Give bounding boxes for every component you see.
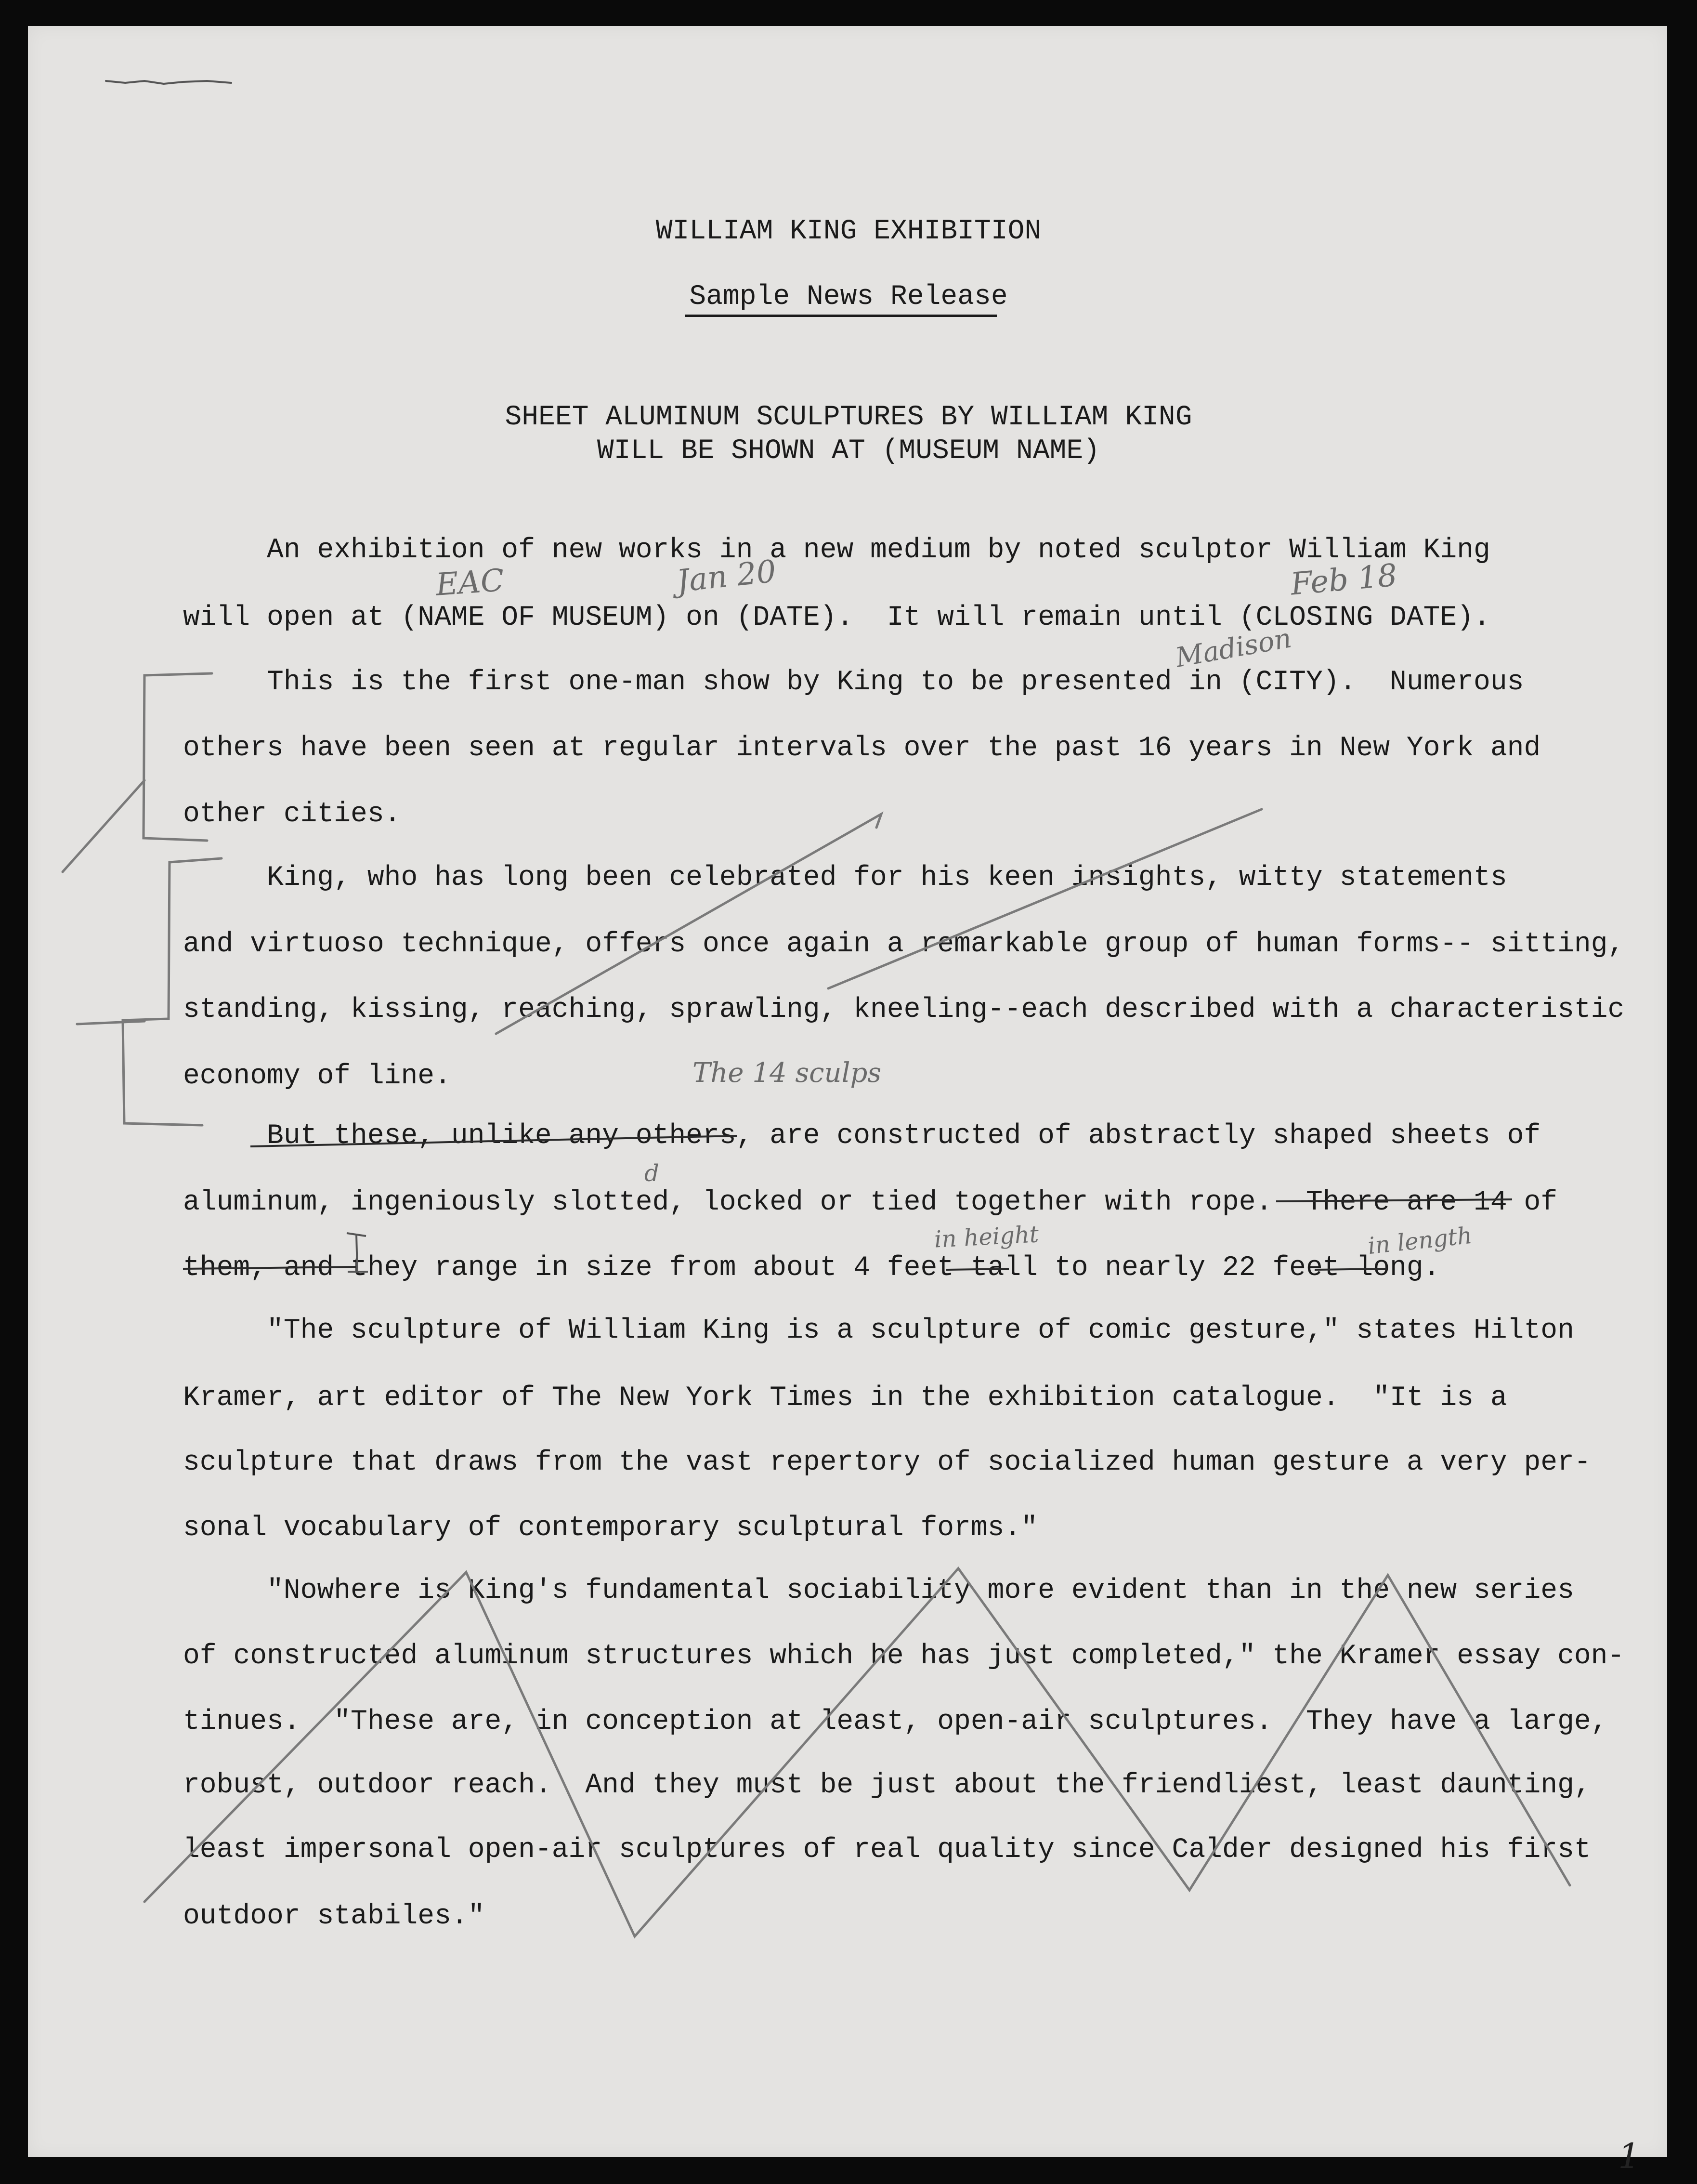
page-number: 1: [1618, 2136, 1640, 2176]
handwritten-height: in height: [933, 1221, 1040, 1253]
body-line: others have been seen at regular intervals over the past 16 years in New York and: [183, 733, 1541, 764]
body-line: This is the first one-man show by King to be presented in (CITY). Numerous: [183, 667, 1524, 698]
handwritten-length: in length: [1366, 1222, 1474, 1260]
handwritten-museum: EAC: [434, 563, 506, 603]
body-line: "Nowhere is King's fundamental sociability more evident than in the new series: [183, 1575, 1574, 1606]
handwritten-city: Madison: [1173, 622, 1294, 674]
body-line: An exhibition of new works in a new medium by noted sculptor William King: [183, 535, 1490, 566]
body-line: But these, unlike any others, are constructed of abstractly shaped sheets of: [183, 1120, 1541, 1152]
body-line: least impersonal open-air sculptures of real quality since Calder designed his first: [183, 1834, 1591, 1866]
body-line: other cities.: [183, 799, 401, 830]
body-line: robust, outdoor reach. And they must be just about the friendliest, least daunting,: [183, 1770, 1591, 1801]
body-line: sculpture that draws from the vast repertory of socialized human gesture a very per-: [183, 1447, 1591, 1478]
body-line: outdoor stabiles.": [183, 1901, 485, 1932]
document-subheader: Sample News Release: [689, 281, 1008, 313]
body-line: standing, kissing, reaching, sprawling, kneeling--each described with a characteristic: [183, 994, 1625, 1026]
body-line: King, who has long been celebrated for his keen insights, witty statements: [183, 862, 1507, 894]
body-line: economy of line.: [183, 1061, 451, 1092]
body-line: of constructed aluminum structures which he has just completed," the Kramer essay con-: [183, 1641, 1625, 1672]
body-line: sonal vocabulary of contemporary sculptural forms.": [183, 1513, 1038, 1544]
body-line: aluminum, ingeniously slotted, locked or tied together with rope. There are 14 of: [183, 1187, 1558, 1218]
headline-line-1: SHEET ALUMINUM SCULPTURES BY WILLIAM KING: [505, 402, 1192, 433]
handwritten-insert: The 14 sculps: [692, 1057, 882, 1089]
body-line: "The sculpture of William King is a sculpture of comic gesture," states Hilton: [183, 1315, 1574, 1346]
document-header: WILLIAM KING EXHIBITION: [655, 216, 1042, 247]
handwritten-closing-date: Feb 18: [1289, 557, 1399, 603]
body-line: tinues. "These are, in conception at least, open-air sculptures. They have a large,: [183, 1706, 1608, 1737]
headline-line-2: WILL BE SHOWN AT (MUSEUM NAME): [597, 435, 1100, 467]
subheader-underline: [685, 315, 997, 317]
body-line: and virtuoso technique, offers once again a remarkable group of human forms-- sitting,: [183, 929, 1625, 960]
handwritten-d: d: [644, 1160, 659, 1187]
handwritten-date: Jan 20: [675, 553, 778, 600]
body-line: them, and they range in size from about 4 feet tall to nearly 22 feet long.: [183, 1252, 1440, 1284]
body-line: will open at (NAME OF MUSEUM) on (DATE). It will remain until (CLOSING DATE).: [183, 602, 1490, 633]
body-line: Kramer, art editor of The New York Times in the exhibition catalogue. "It is a: [183, 1382, 1507, 1414]
